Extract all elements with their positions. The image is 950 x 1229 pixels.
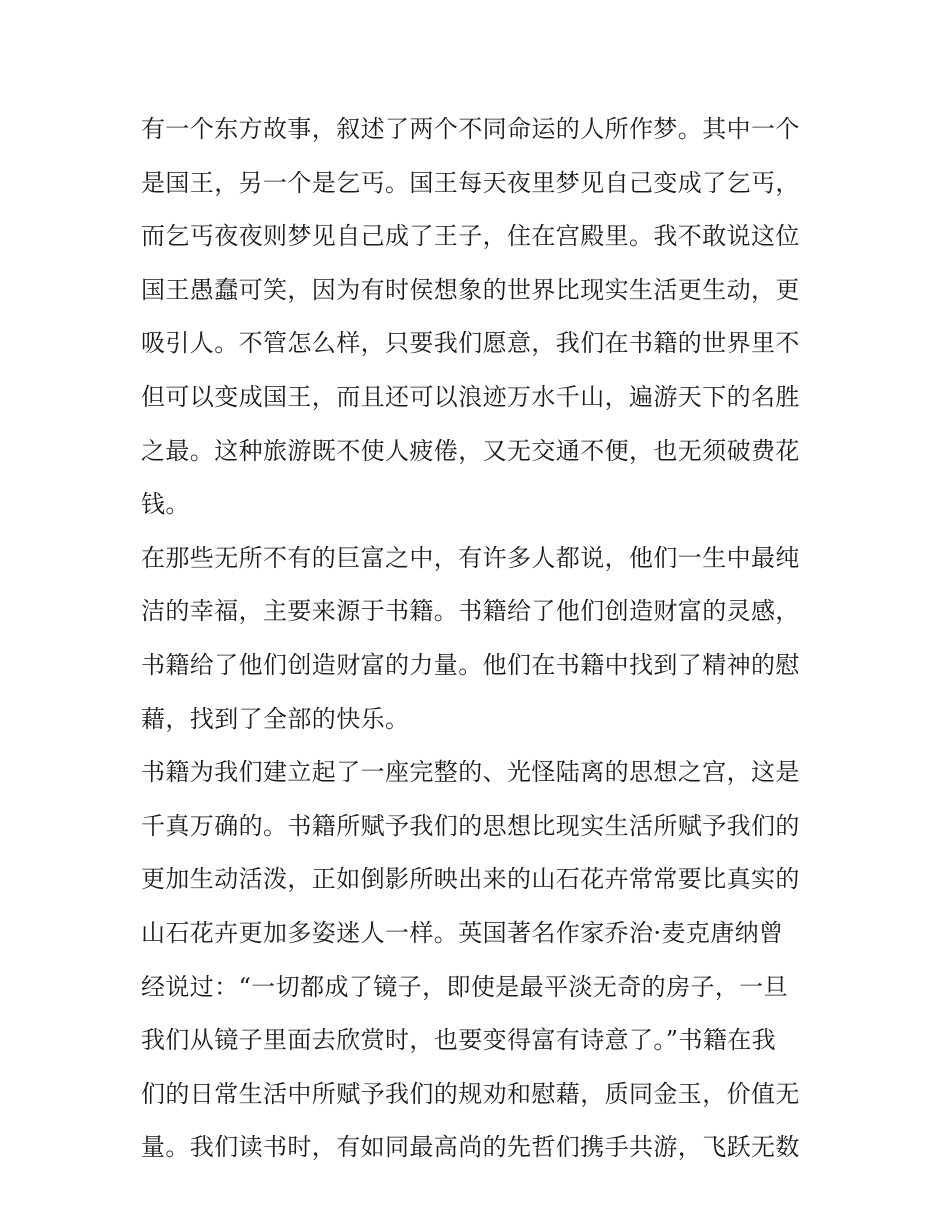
text-line: 书籍为我们建立起了一座完整的、光怪陆离的思想之宫，这是 bbox=[141, 758, 800, 787]
text-line: 藉，找到了全部的快乐。 bbox=[141, 704, 410, 733]
text-line: 量。我们读书时，有如同最高尚的先哲们携手共游，飞跃无数 bbox=[141, 1133, 800, 1162]
text-line: 洁的幸福，主要来源于书籍。书籍给了他们创造财富的灵感， bbox=[141, 597, 800, 626]
text-line: 经说过：“一切都成了镜子，即使是最平淡无奇的房子，一旦 bbox=[141, 972, 789, 1001]
body-text bbox=[141, 109, 821, 1181]
text-line: 更加生动活泼，正如倒影所映出来的山石花卉常常要比真实的 bbox=[141, 865, 800, 894]
text-line: 有一个东方故事，叙述了两个不同命运的人所作梦。其中一个 bbox=[141, 115, 800, 143]
text-line: 们的日常生活中所赋予我们的规劝和慰藉，质同金玉，价值无 bbox=[141, 1079, 800, 1108]
text-line: 而乞丐夜夜则梦见自己成了王子，住在宫殿里。我不敢说这位 bbox=[141, 222, 800, 251]
text-line: 但可以变成国王，而且还可以浪迹万水千山，遍游天下的名胜 bbox=[141, 382, 800, 411]
text-line: 书籍给了他们创造财富的力量。他们在书籍中找到了精神的慰 bbox=[141, 650, 800, 679]
text-line: 千真万确的。书籍所赋予我们的思想比现实生活所赋予我们的 bbox=[141, 811, 800, 840]
text-line: 我们从镜子里面去欣赏时，也要变得富有诗意了。”书籍在我 bbox=[141, 1026, 777, 1055]
text-line: 之最。这种旅游既不使人疲倦，又无交通不便，也无须破费花 bbox=[141, 436, 800, 465]
text-line: 在那些无所不有的巨富之中，有许多人都说，他们一生中最纯 bbox=[141, 543, 800, 572]
text-line: 国王愚蠢可笑，因为有时侯想象的世界比现实生活更生动，更 bbox=[141, 275, 800, 304]
text-line: 是国王，另一个是乞丐。国王每天夜里梦见自己变成了乞丐， bbox=[141, 168, 800, 197]
text-line: 山石花卉更加多姿迷人一样。英国著名作家乔治·麦克唐纳曾 bbox=[141, 918, 784, 947]
text-line: 吸引人。不管怎么样，只要我们愿意，我们在书籍的世界里不 bbox=[141, 329, 800, 358]
text-line: 钱。 bbox=[141, 490, 190, 519]
